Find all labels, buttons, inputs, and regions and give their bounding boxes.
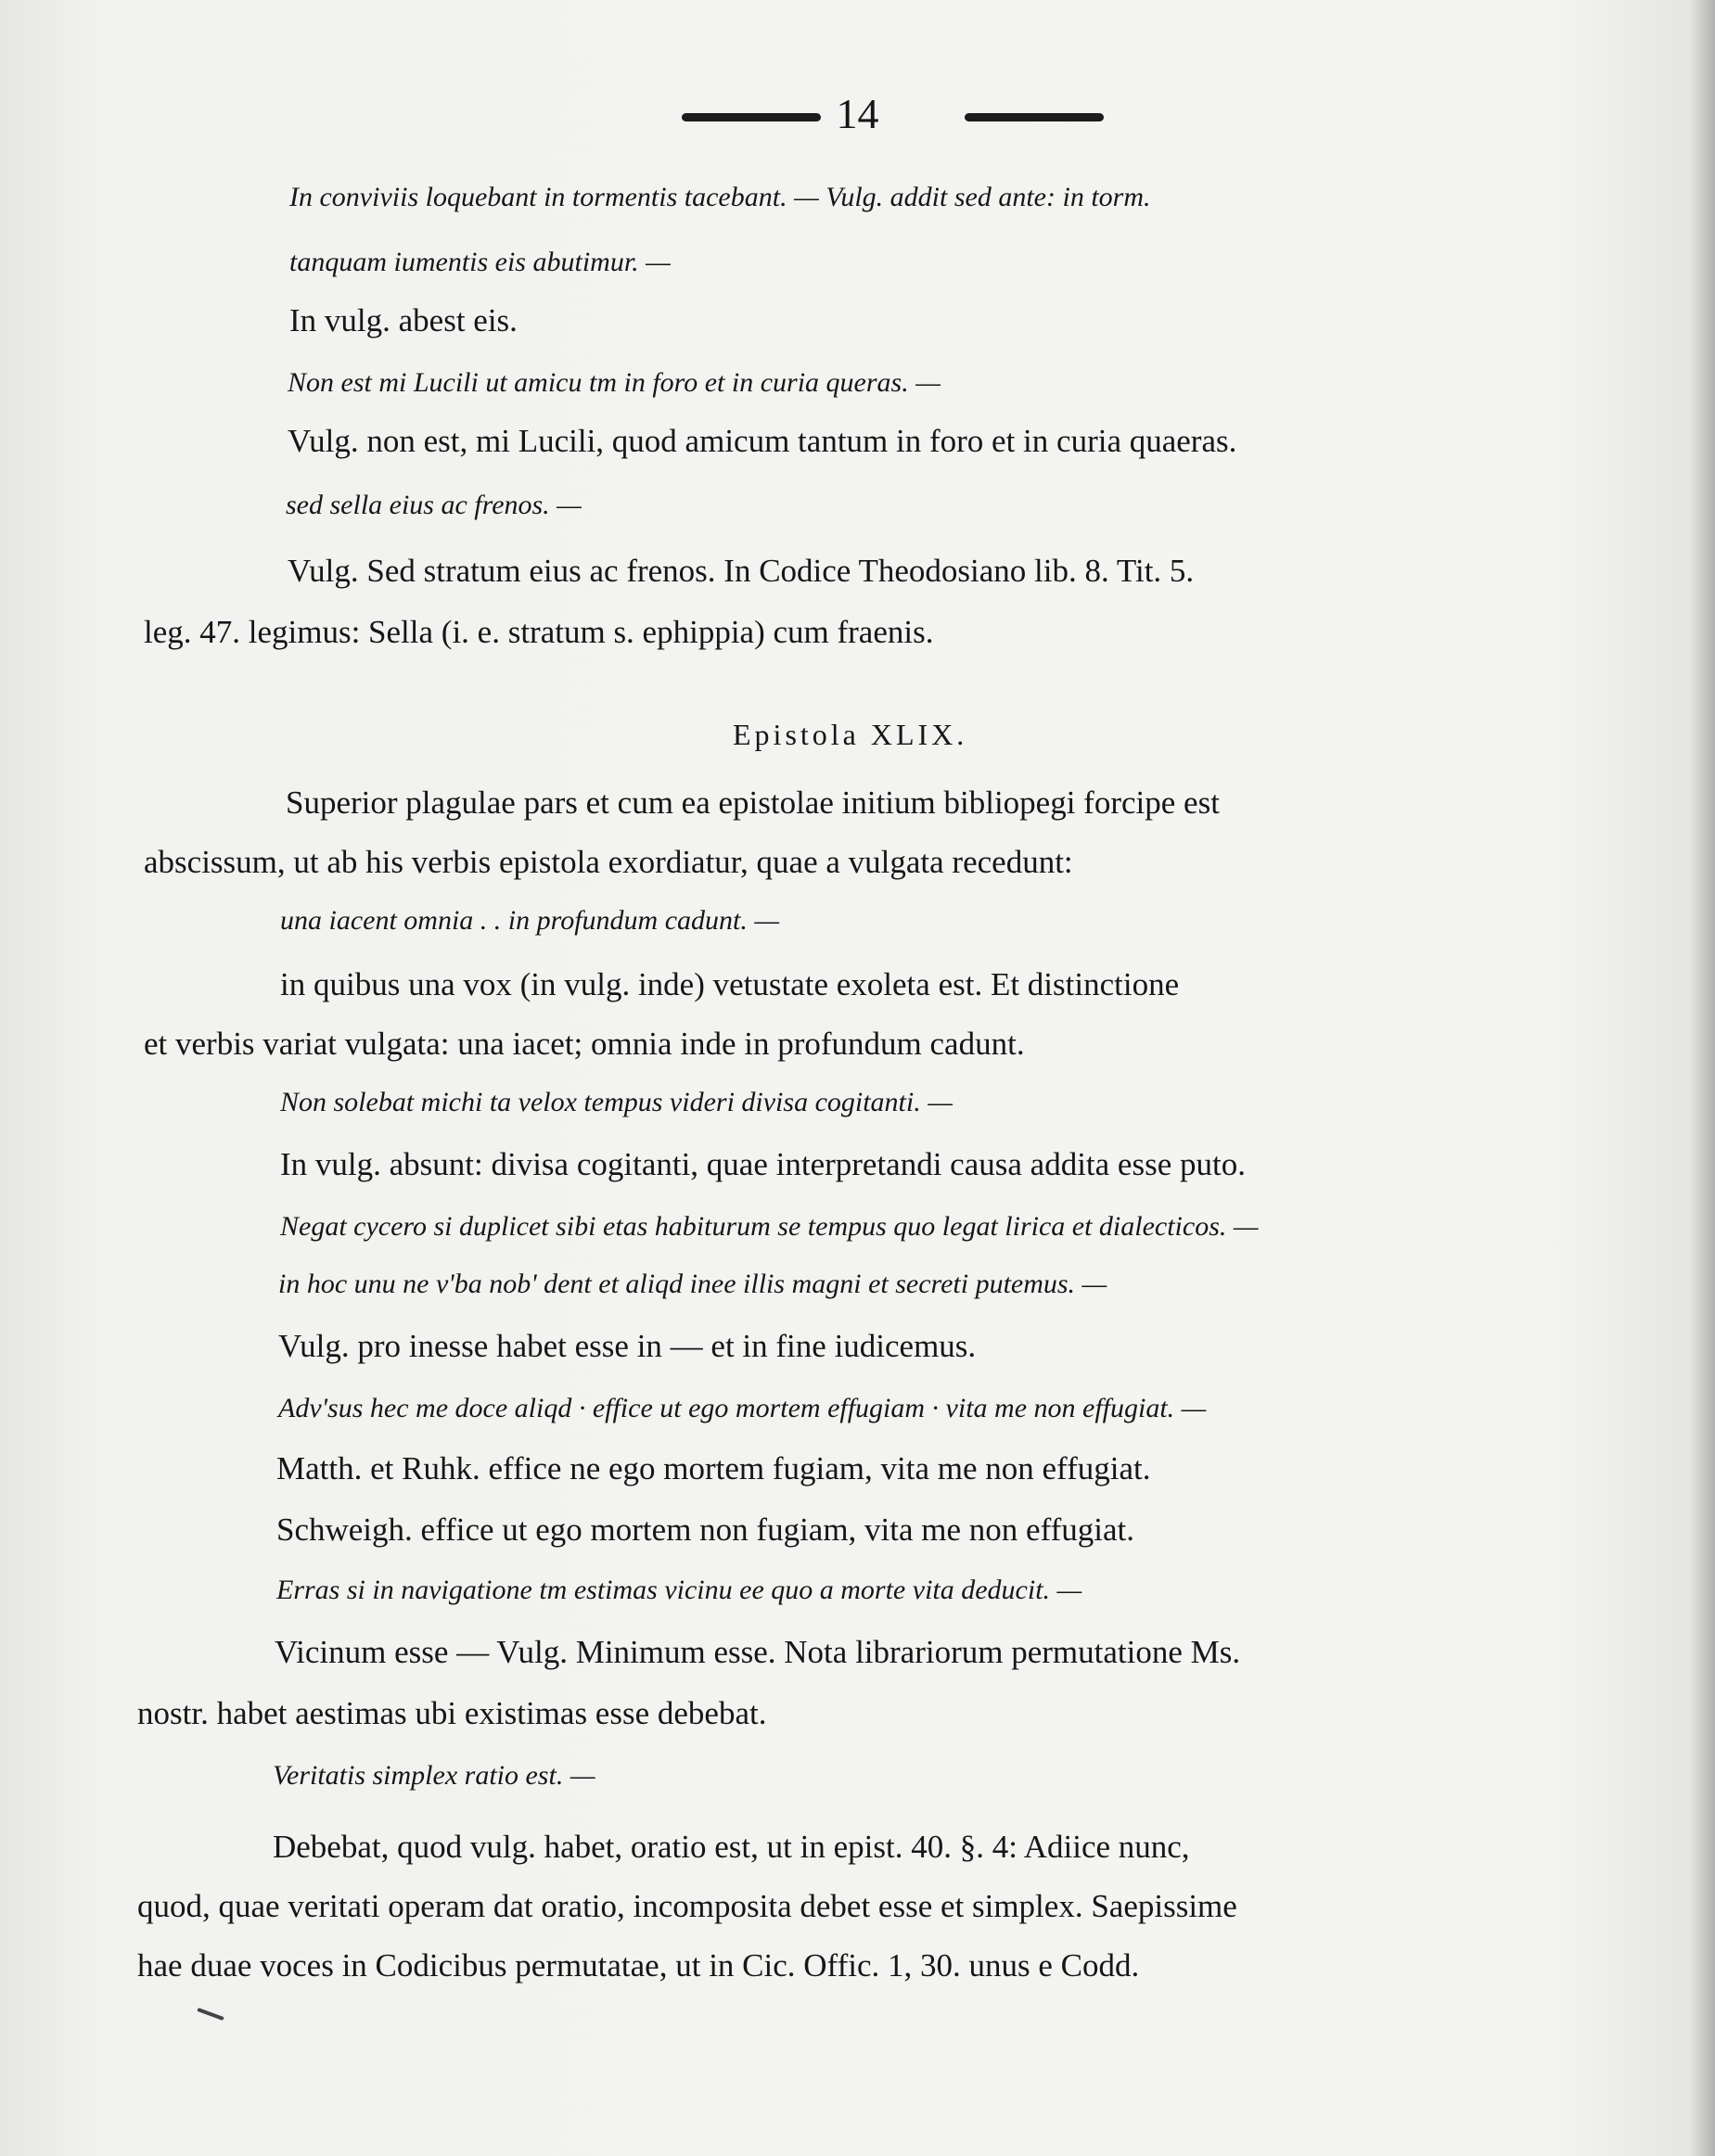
text-line: quod, quae veritati operam dat oratio, incomposita debet esse et simplex. Saepissime xyxy=(137,1888,1237,1924)
text-line: Erras si in navigatione tm estimas vicinu ee quo a morte vita deducit. — xyxy=(276,1575,1082,1605)
page-edge-shadow xyxy=(1689,0,1715,2156)
text-line: Negat cycero si duplicet sibi etas habiturum se tempus quo legat lirica et dialecticos. — xyxy=(280,1211,1259,1242)
text-line: abscissum, ut ab his verbis epistola exordiatur, quae a vulgata recedunt: xyxy=(144,844,1073,880)
ink-smudge xyxy=(197,2008,224,2021)
text-line: leg. 47. legimus: Sella (i. e. stratum s. ephippia) cum fraenis. xyxy=(144,614,934,650)
text-line: una iacent omnia . . in profundum cadunt. — xyxy=(280,905,780,936)
text-line: Schweigh. effice ut ego mortem non fugiam, vita me non effugiat. xyxy=(276,1512,1134,1548)
text-line: In vulg. abest eis. xyxy=(289,302,518,338)
text-line: In vulg. absunt: divisa cogitanti, quae interpretandi causa addita esse puto. xyxy=(280,1146,1246,1182)
text-line: Non est mi Lucili ut amicu tm in foro et in curia queras. — xyxy=(288,367,941,398)
text-line: Matth. et Ruhk. effice ne ego mortem fugiam, vita me non effugiat. xyxy=(276,1450,1151,1486)
text-line: Non solebat michi ta velox tempus videri divisa cogitanti. — xyxy=(280,1087,953,1117)
text-line: in hoc unu ne v'ba nob' dent et aliqd inee illis magni et secreti putemus. — xyxy=(278,1269,1107,1299)
text-line: tanquam iumentis eis abutimur. — xyxy=(289,247,671,277)
text-line: in quibus una vox (in vulg. inde) vetustate exoleta est. Et distinctione xyxy=(280,966,1180,1002)
page-number: 14 xyxy=(836,90,879,137)
text-line: Superior plagulae pars et cum ea epistolae initium bibliopegi forcipe est xyxy=(286,785,1220,821)
header-rule-right xyxy=(965,113,1104,121)
text-line: Vulg. non est, mi Lucili, quod amicum tantum in foro et in curia quaeras. xyxy=(288,423,1237,459)
text-line: nostr. habet aestimas ubi existimas esse debebat. xyxy=(137,1695,767,1731)
text-line: Debebat, quod vulg. habet, oratio est, ut in epist. 40. §. 4: Adiice nunc, xyxy=(273,1829,1190,1865)
text-line: hae duae voces in Codicibus permutatae, ut in Cic. Offic. 1, 30. unus e Codd. xyxy=(137,1947,1140,1984)
section-heading: Epistola XLIX. xyxy=(733,718,968,751)
text-line: In conviviis loquebant in tormentis tacebant. — Vulg. addit sed ante: in torm. xyxy=(289,182,1151,212)
text-line: Veritatis simplex ratio est. — xyxy=(273,1760,595,1791)
text-line: Vulg. Sed stratum eius ac frenos. In Codice Theodosiano lib. 8. Tit. 5. xyxy=(288,553,1195,589)
text-line: sed sella eius ac frenos. — xyxy=(286,490,582,520)
text-line: Adv'sus hec me doce aliqd · effice ut ego mortem effugiam · vita me non effugiat. — xyxy=(278,1393,1207,1423)
text-line: et verbis variat vulgata: una iacet; omnia inde in profundum cadunt. xyxy=(144,1026,1025,1062)
text-line: Vicinum esse — Vulg. Minimum esse. Nota librariorum permutatione Ms. xyxy=(275,1634,1241,1670)
text-line: Vulg. pro inesse habet esse in — et in fine iudicemus. xyxy=(278,1328,977,1364)
